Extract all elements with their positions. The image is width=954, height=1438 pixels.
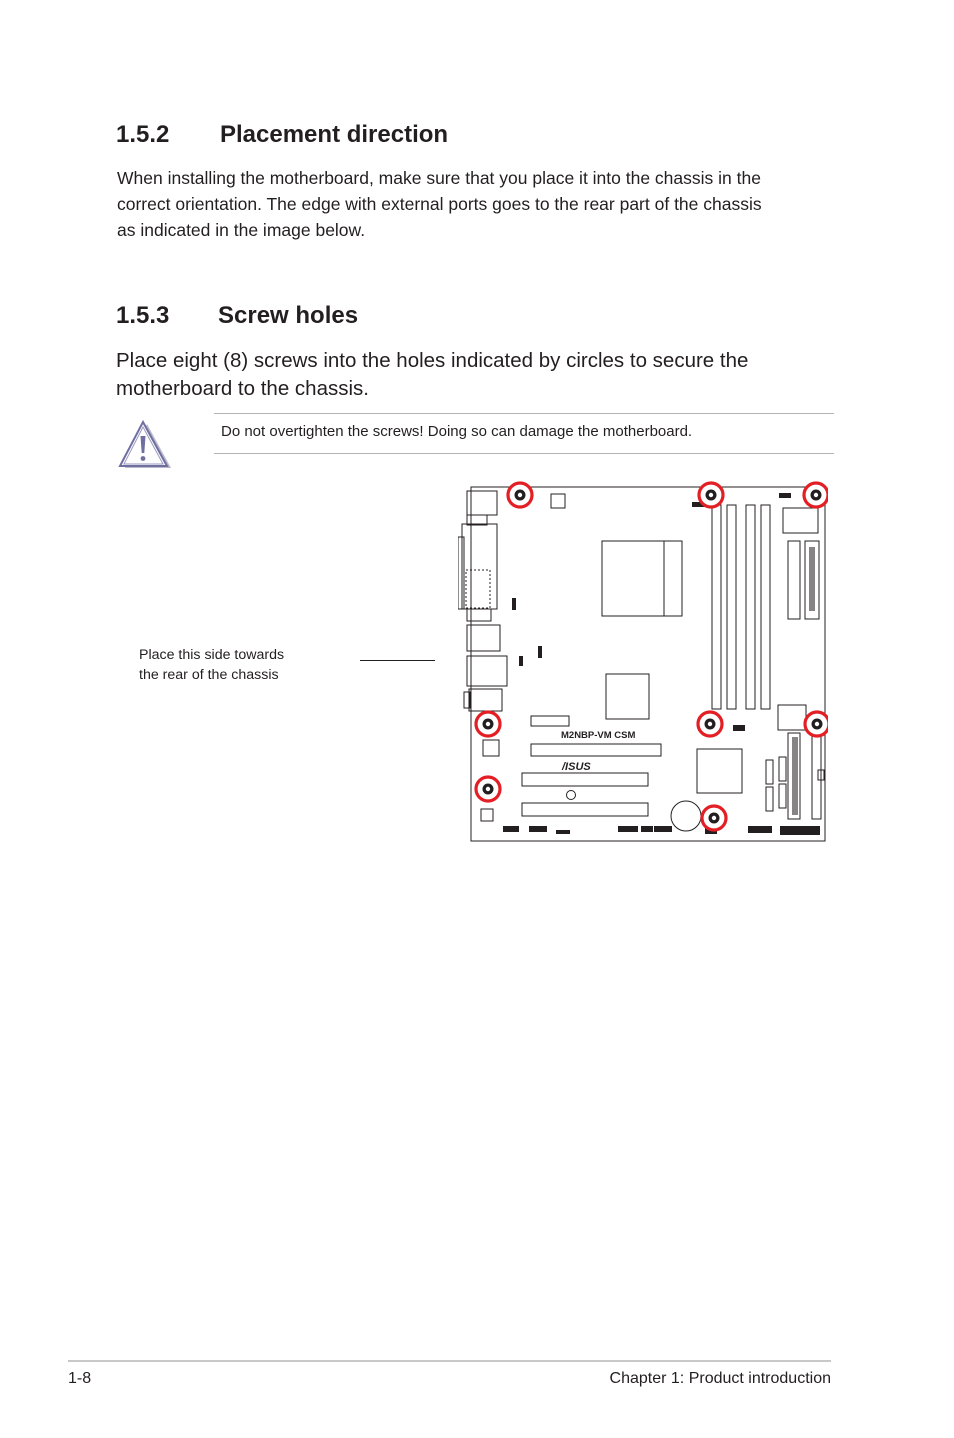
- motherboard-diagram: [458, 475, 828, 845]
- screw-hole-marker: [698, 712, 722, 736]
- footer-rule: [68, 1360, 831, 1362]
- com-port: [462, 524, 497, 609]
- usb-lan-port: [467, 625, 500, 651]
- rear-side-callout: [139, 645, 284, 685]
- dimm-slot-2: [727, 505, 736, 709]
- dimm-slot-1: [712, 505, 721, 709]
- body-line: When installing the motherboard, make sure that you place it into the chassis in the: [117, 168, 761, 188]
- section-152-body: [117, 165, 847, 243]
- section-153-body: [116, 347, 846, 403]
- body-line: Place eight (8) screws into the holes indicated by circles to secure the: [116, 349, 749, 372]
- callout-line: the rear of the chassis: [139, 667, 279, 683]
- body-line: motherboard to the chassis.: [116, 377, 369, 400]
- dimm-slot-4: [761, 505, 770, 709]
- audio-jack: [469, 689, 502, 711]
- board-model-label: M2NBP-VM CSM: [561, 730, 636, 741]
- atx-power-connector: [788, 541, 800, 619]
- atx12v-connector: [783, 508, 818, 533]
- northbridge-chip: [606, 674, 649, 719]
- chapter-title: Chapter 1: Product introduction: [609, 1370, 831, 1387]
- caution-text: Do not overtighten the screws! Doing so can damage the motherboard.: [221, 423, 693, 440]
- body-line: as indicated in the image below.: [117, 220, 366, 240]
- pcie-x16-slot: [531, 744, 661, 756]
- parallel-port: [458, 537, 464, 609]
- usb-port: [467, 656, 507, 686]
- screw-hole-marker: [702, 806, 726, 830]
- board-outline: [471, 487, 825, 841]
- screw-hole-marker: [508, 483, 532, 507]
- screw-hole-marker: [805, 712, 828, 736]
- cpu-socket: [602, 541, 682, 616]
- section-153-title: Screw holes: [218, 302, 359, 329]
- brand-logo: /ISUS: [562, 761, 591, 773]
- section-153-number: 1.5.3: [116, 302, 170, 329]
- screw-hole-marker: [476, 712, 500, 736]
- southbridge-chip: [697, 749, 742, 793]
- screw-holes: [476, 483, 828, 830]
- pci-slot-2: [522, 803, 648, 816]
- warning-triangle-icon: [117, 420, 173, 472]
- pci-slot-1: [522, 773, 648, 786]
- screw-hole-marker: [804, 483, 828, 507]
- note-top-rule: [214, 413, 834, 414]
- screw-hole-marker: [699, 483, 723, 507]
- section-152-title: Placement direction: [220, 121, 449, 148]
- note-bottom-rule: [214, 453, 834, 454]
- page-number: 1-8: [68, 1370, 92, 1387]
- cmos-battery: [671, 801, 701, 831]
- body-line: correct orientation. The edge with external ports goes to the rear part of the chassis: [117, 194, 762, 214]
- callout-leader-line: [360, 660, 435, 661]
- section-152-number: 1.5.2: [116, 121, 170, 148]
- screw-hole-marker: [476, 777, 500, 801]
- dimm-slot-3: [746, 505, 755, 709]
- callout-line: Place this side towards: [139, 647, 285, 663]
